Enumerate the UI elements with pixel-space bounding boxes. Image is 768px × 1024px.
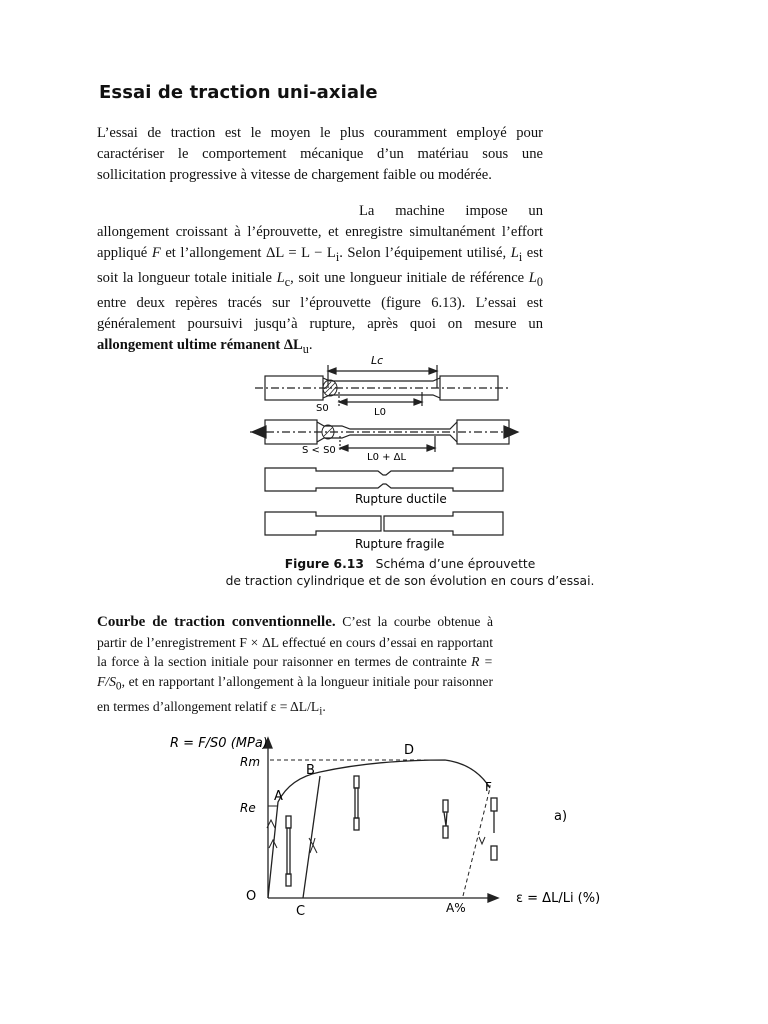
figure-caption [150,556,670,590]
y-axis-label: R = F/S0 (MPa) [170,736,268,751]
point-a-label: A [274,789,283,804]
rupture-fragile-label: Rupture fragile [355,537,445,551]
tensile-curve-chart [160,728,610,918]
machine-paragraph: La machine impose un allongement croissant à l’éprouvette, et enregistre simultanément l’effort appliqué F et l’allongement $\Delta L = L - L_i$. Selon l’équipement utilisé, $L_i$ est soit la longueur totale initiale $L_c$, soit une longueur initiale de référence $L_0$ entre deux repères tracés sur l’éprouvette (figure 6.13). L’essai est généralement poursuivi jusqu’à rupture, après quoi on mesure un allongement ultime rémanent $\Delta L_u$. [97,203,543,356]
point-b-label: B [306,763,315,778]
caption-line1: Schéma d’une éprouvette [375,557,536,571]
point-o-label: O [246,889,257,904]
lc-arrow-right [429,368,437,374]
re-tick-label: Re [240,801,256,815]
x-axis-label: ε = ΔL/Li (%) [516,891,601,906]
caption-line2: de traction cylindrique et de son évolution en cours d’essai. [225,574,595,588]
tensile-curve-line [268,760,490,898]
point-c-label: C [296,904,306,918]
s0-label: S0 [316,403,329,414]
ductile-specimen [265,468,503,491]
rupture-ductile-label: Rupture ductile [355,492,447,506]
point-d-label: D [404,743,415,758]
fracture-return-line [463,788,490,896]
lc-arrow-left [328,368,336,374]
intro-paragraph: L’essai de traction est le moyen le plus couramment employé pour caractériser le comportement mécanique d’un matériau sous une sollicitation progressive à vitesse de chargement faible ou modérée. [97,125,543,183]
panel-label: a) [554,809,568,824]
l0-label: L0 [374,407,386,418]
rm-tick-label: Rm [240,755,261,769]
lc-label: Lc [371,354,384,367]
point-f-label: F [485,780,492,794]
force-arrow-right [504,426,518,438]
conventional-curve-paragraph: Courbe de traction conventionnelle. C’est la courbe obtenue à partir de l’enregistrement F × ΔL effectué en cours d’essai en rapportant la force à la section initiale pour raisonner en termes de contrainte $R = F/S_0$, et en rapportant l’allongement à la longueur initiale pour raisonner en termes d’allongement relatif $\varepsilon = \Delta L/L_i$. [97,614,493,718]
unload-line [303,776,320,898]
s-less-s0-label: S < S0 [302,445,336,456]
fragile-specimen-left [265,512,381,535]
page-title: Essai de traction uni-axiale [99,82,378,103]
x-axis-arrow [488,894,498,902]
figure-number: Figure 6.13 [284,557,364,571]
l0-plus-dl-label: L0 + ΔL [367,452,407,463]
fragile-specimen-right [384,512,503,535]
specimen-figure [250,350,520,555]
force-arrow-left [252,426,266,438]
elongation-a-label: A% [446,901,466,915]
